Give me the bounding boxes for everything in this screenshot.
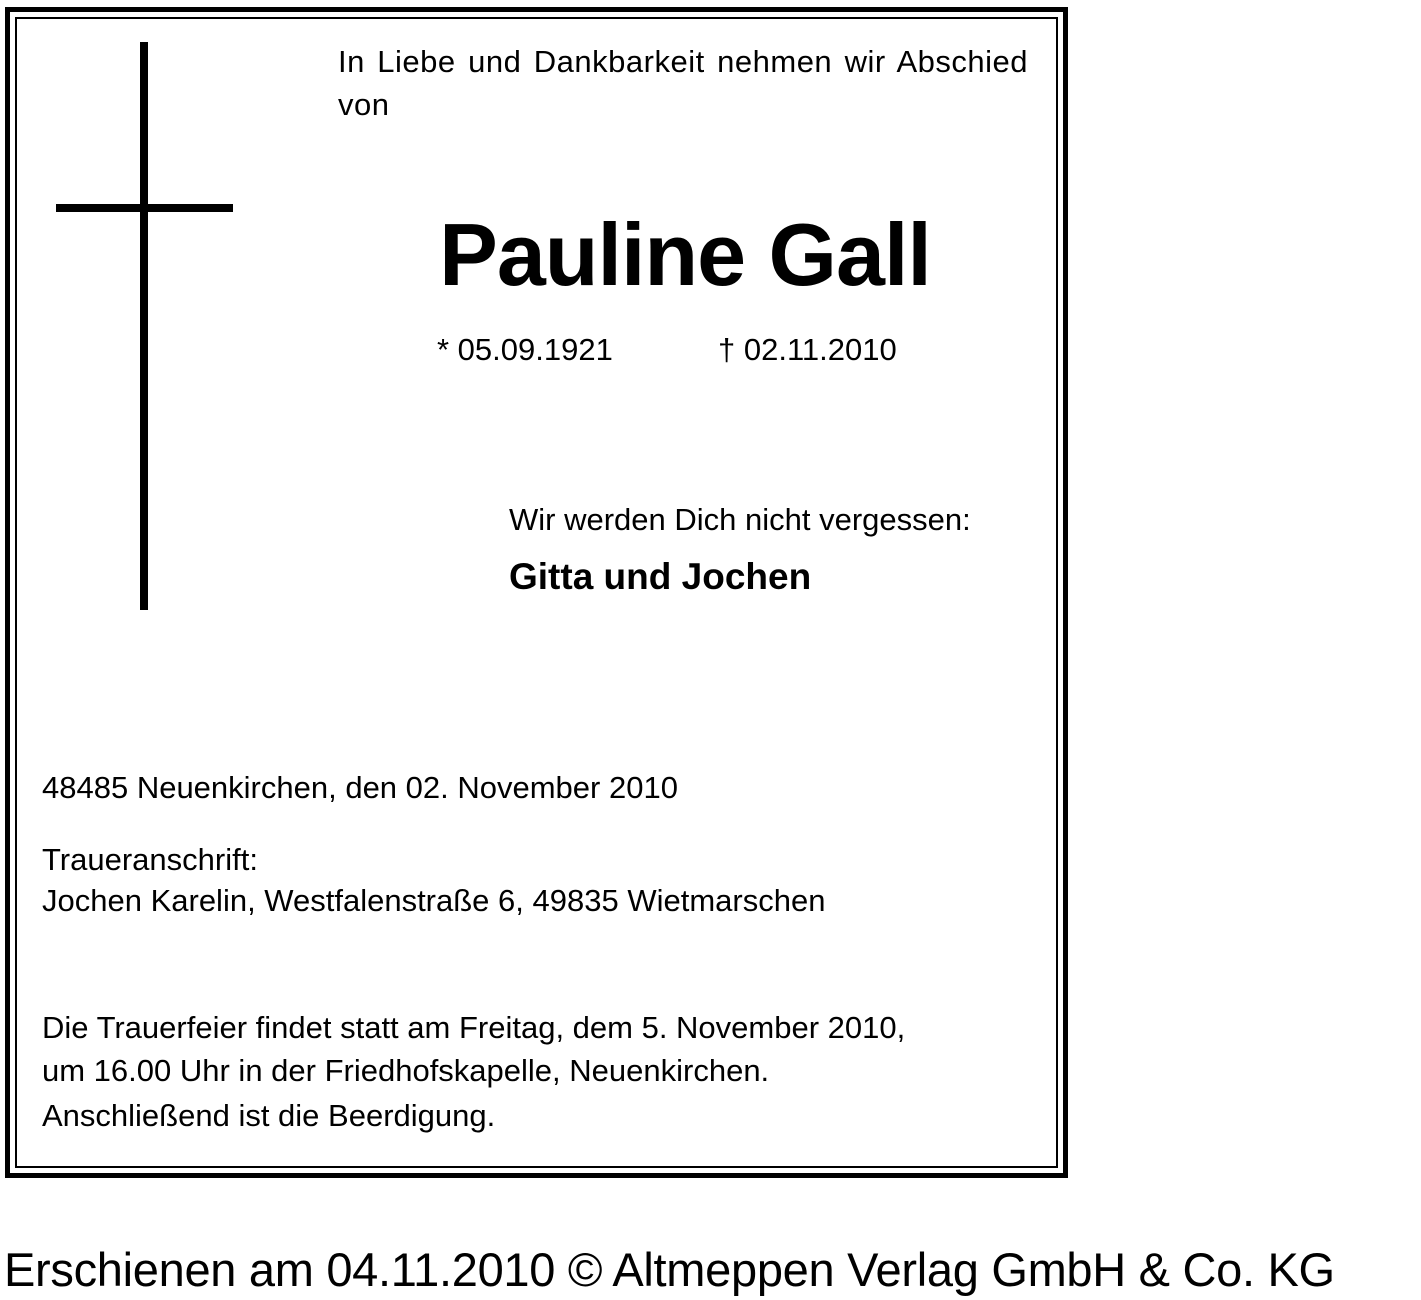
intro-text: In Liebe und Dankbarkeit nehmen wir Abschied von (338, 44, 1028, 122)
ceremony-line-1: Die Trauerfeier findet statt am Freitag, dem 5. November 2010, (42, 1010, 906, 1045)
publication-footer: Erschienen am 04.11.2010 © Altmeppen Verlag GmbH & Co. KG (4, 1243, 1335, 1296)
place-and-date: 48485 Neuenkirchen, den 02. November 2010 (42, 770, 678, 805)
birth-date: * 05.09.1921 (437, 332, 613, 367)
cross-icon-vertical-bar (140, 42, 148, 610)
burial-info: Anschließend ist die Beerdigung. (42, 1098, 496, 1133)
address-value: Jochen Karelin, Westfalenstraße 6, 49835 Wietmarschen (42, 883, 826, 918)
deceased-name: Pauline Gall (439, 205, 931, 304)
address-label: Traueranschrift: (42, 842, 258, 877)
family-names: Gitta und Jochen (509, 556, 812, 597)
ceremony-line-2: um 16.00 Uhr in der Friedhofskapelle, Neuenkirchen. (42, 1053, 770, 1088)
death-date: † 02.11.2010 (718, 332, 897, 367)
remembrance-line: Wir werden Dich nicht vergessen: (509, 502, 971, 537)
cross-icon-horizontal-bar (56, 204, 233, 212)
ceremony-info (42, 1006, 905, 1092)
